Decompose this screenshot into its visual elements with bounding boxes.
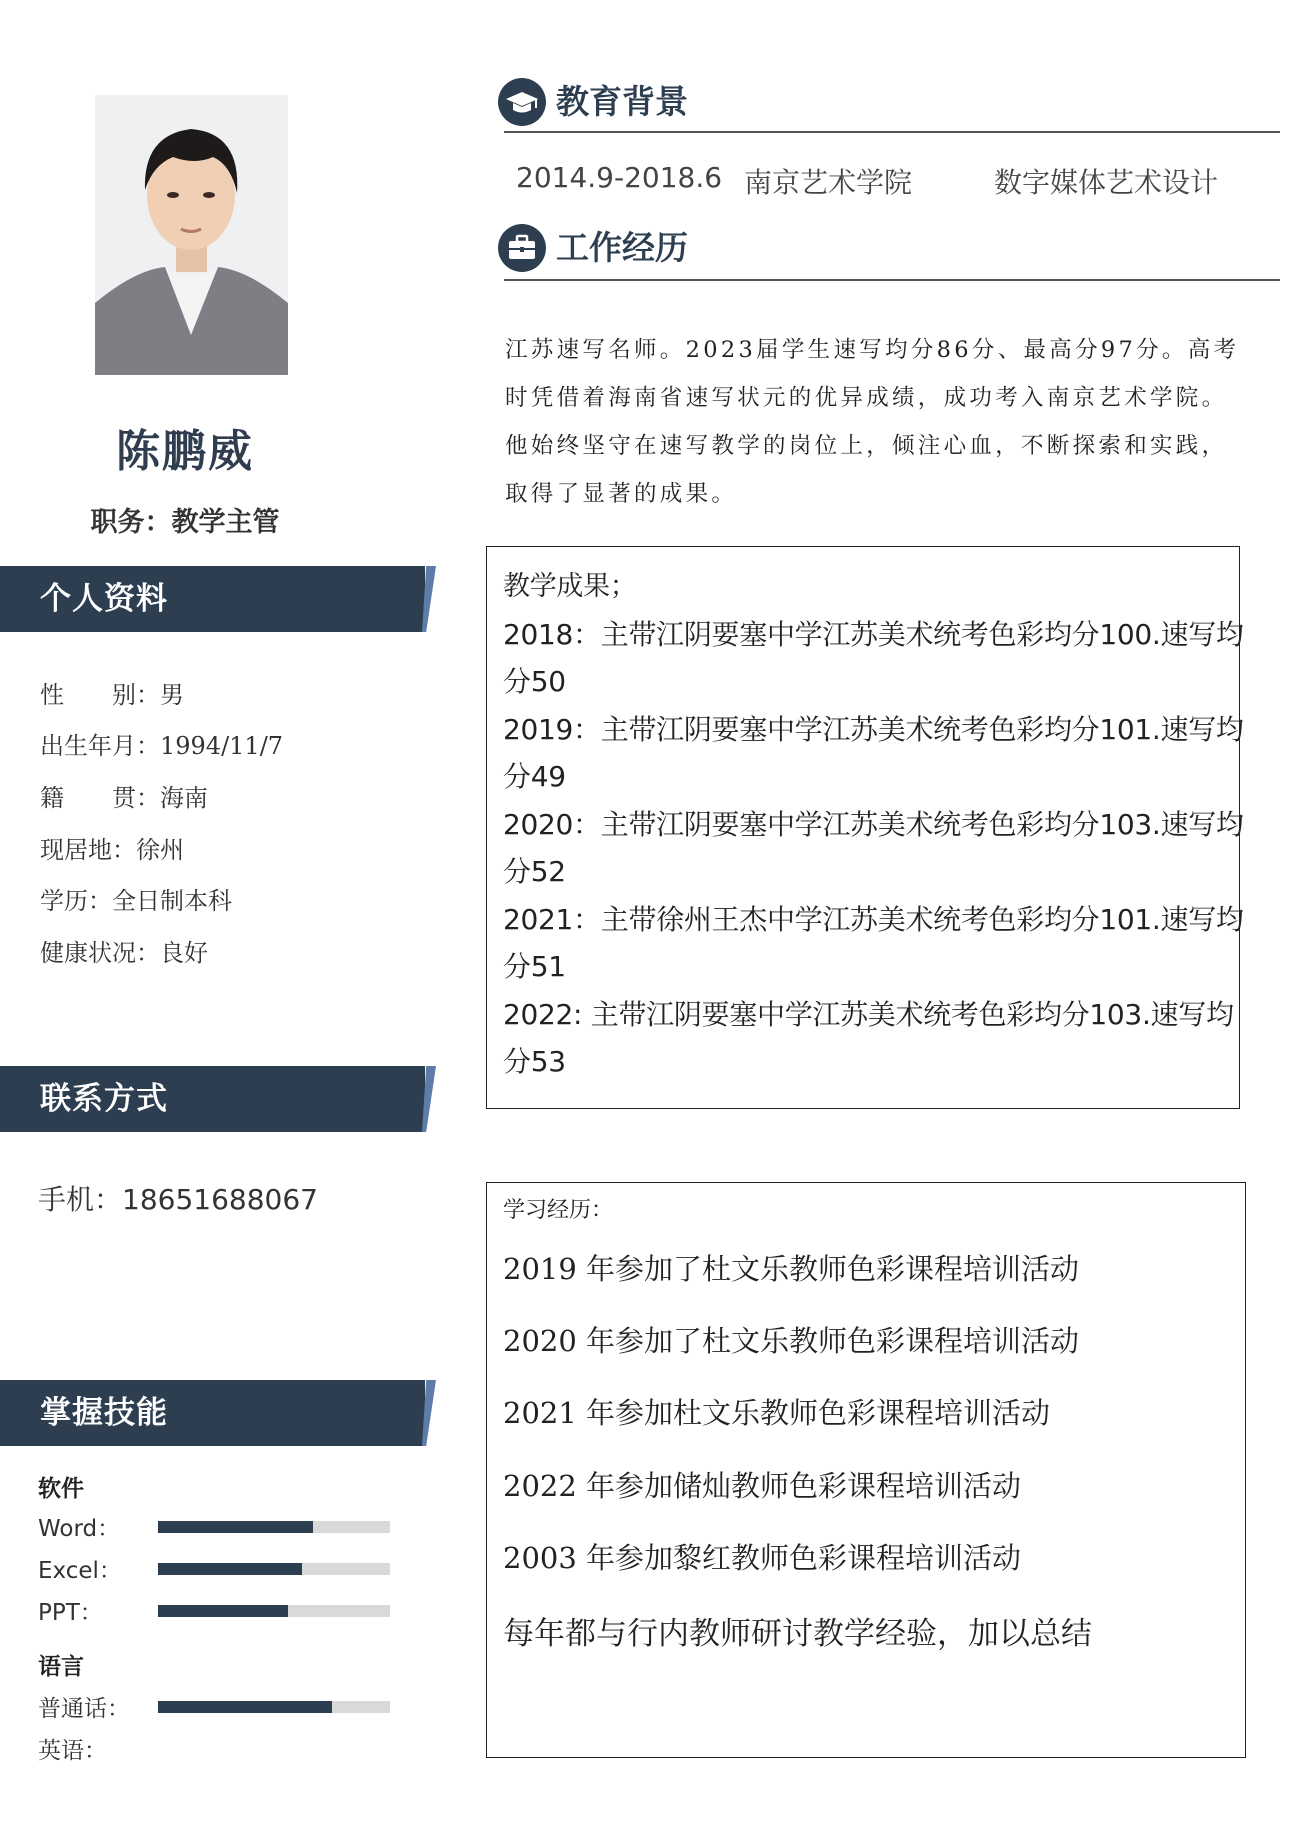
study-item: 2019 年参加了杜文乐教师色彩课程培训活动 [503, 1252, 1080, 1286]
skill-label-ppt: PPT： [38, 1600, 103, 1626]
skill-bar-mandarin [158, 1701, 390, 1713]
info-hometown: 籍 贯：海南 [40, 784, 208, 812]
section-title: 个人资料 [40, 581, 168, 617]
divider [504, 131, 1280, 133]
achievement-line: 2021：主带徐州王杰中学江苏美术统考色彩均分101.速写均 [503, 902, 1244, 936]
skill-label-mandarin: 普通话： [38, 1696, 130, 1722]
skill-label-english: 英语： [38, 1738, 107, 1764]
section-title: 工作经历 [556, 228, 688, 267]
skill-label-excel: Excel： [38, 1558, 122, 1584]
section-title: 联系方式 [40, 1081, 168, 1117]
education-school: 南京艺术学院 [744, 166, 913, 199]
study-item: 2021 年参加杜文乐教师色彩课程培训活动 [503, 1396, 1051, 1430]
study-item: 2003 年参加黎红教师色彩课程培训活动 [503, 1541, 1022, 1575]
achievement-line: 分51 [503, 950, 566, 983]
achievements-caption: 教学成果； [503, 571, 637, 602]
divider [504, 279, 1280, 281]
work-line: 取得了显著的成果。 [505, 481, 738, 507]
study-box [486, 1182, 1246, 1758]
info-birthdate: 出生年月：1994/11/7 [40, 732, 284, 760]
education-row [516, 161, 1280, 201]
achievement-line: 2018：主带江阴要塞中学江苏美术统考色彩均分100.速写均 [503, 617, 1244, 651]
skill-bar-excel [158, 1563, 390, 1575]
info-health: 健康状况：良好 [40, 939, 208, 967]
section-title: 教育背景 [556, 82, 688, 121]
portrait-icon [95, 95, 288, 375]
section-header-personal [0, 566, 440, 632]
work-description [505, 326, 1280, 518]
software-heading: 软件 [38, 1476, 84, 1502]
info-education: 学历：全日制本科 [40, 887, 232, 915]
profile-photo [95, 95, 288, 375]
skill-bar-word [158, 1521, 390, 1533]
study-item: 每年都与行内教师研讨教学经验，加以总结 [503, 1616, 1092, 1652]
info-residence: 现居地：徐州 [40, 836, 184, 864]
work-line: 时凭借着海南省速写状元的优异成绩，成功考入南京艺术学院。 [505, 385, 1228, 411]
achievement-line: 分49 [503, 760, 566, 793]
language-heading: 语言 [38, 1654, 84, 1680]
work-line: 江苏速写名师。2023届学生速写均分86分、最高分97分。高考 [505, 337, 1240, 363]
education-period: 2014.9-2018.6 [516, 161, 723, 194]
section-header-education [498, 76, 1280, 136]
skill-bar-ppt [158, 1605, 390, 1617]
achievement-line: 2020：主带江阴要塞中学江苏美术统考色彩均分103.速写均 [503, 807, 1244, 841]
graduation-cap-icon [498, 78, 546, 126]
achievement-line: 2022: 主带江阴要塞中学江苏美术统考色彩均分103.速写均 [503, 997, 1234, 1031]
study-item: 2020 年参加了杜文乐教师色彩课程培训活动 [503, 1324, 1080, 1358]
phone-number: 手机：18651688067 [38, 1183, 318, 1216]
section-header-contact [0, 1066, 440, 1132]
study-item: 2022 年参加储灿教师色彩课程培训活动 [503, 1469, 1022, 1503]
section-header-skills [0, 1380, 440, 1446]
job-title: 职务：教学主管 [90, 507, 280, 538]
info-gender: 性 别：男 [40, 681, 184, 709]
section-title: 掌握技能 [40, 1395, 168, 1431]
briefcase-icon [498, 224, 546, 272]
achievement-line: 分50 [503, 665, 566, 698]
education-major: 数字媒体艺术设计 [994, 166, 1219, 199]
section-header-work [498, 222, 1280, 282]
achievement-line: 分53 [503, 1045, 566, 1078]
skill-label-word: Word： [38, 1516, 121, 1542]
achievement-line: 2019：主带江阴要塞中学江苏美术统考色彩均分101.速写均 [503, 712, 1244, 746]
work-line: 他始终坚守在速写教学的岗位上，倾注心血，不断探索和实践， [505, 433, 1228, 459]
study-caption: 学习经历： [503, 1198, 614, 1223]
achievement-line: 分52 [503, 855, 566, 888]
achievements-box [486, 546, 1244, 1109]
person-name: 陈鹏威 [116, 426, 254, 477]
